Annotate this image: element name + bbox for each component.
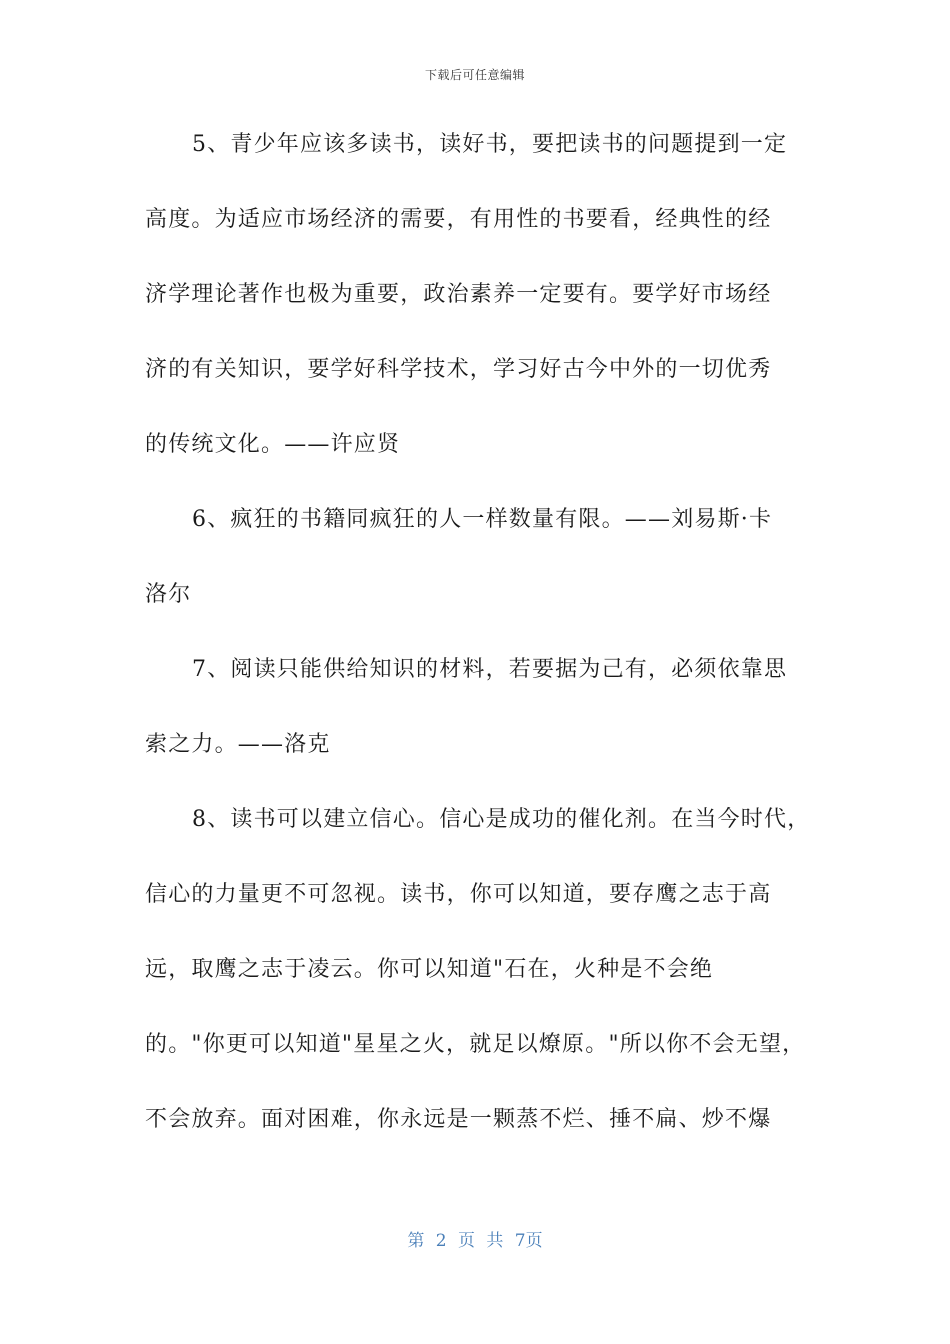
- text-line: 7、阅读只能供给知识的材料，若要据为己有，必须依靠思: [192, 657, 788, 682]
- page-header-note: 下载后可任意编辑: [424, 68, 525, 82]
- text-line: 洛尔: [145, 582, 192, 607]
- text-line: 信心的力量更不可忽视。读书，你可以知道，要存鹰之志于高: [145, 882, 772, 907]
- text-line: 济学理论著作也极为重要，政治素养一定要有。要学好市场经: [145, 282, 772, 307]
- text-line: 的。"你更可以知道"星星之火，就足以燎原。"所以你不会无望，: [145, 1032, 806, 1057]
- text-line: 济的有关知识，要学好科学技术，学习好古今中外的一切优秀: [145, 357, 772, 382]
- text-line: 索之力。——洛克: [145, 732, 331, 757]
- page-number-footer: 第 2 页 共 7页: [407, 1231, 543, 1251]
- text-line: 高度。为适应市场经济的需要，有用性的书要看，经典性的经: [145, 207, 772, 232]
- text-line: 的传统文化。——许应贤: [145, 432, 401, 457]
- text-line: 不会放弃。面对困难，你永远是一颗蒸不烂、捶不扁、炒不爆: [145, 1107, 772, 1132]
- text-line: 6、疯狂的书籍同疯狂的人一样数量有限。——刘易斯·卡: [192, 507, 773, 532]
- text-line: 8、读书可以建立信心。信心是成功的催化剂。在当今时代，: [192, 807, 811, 832]
- text-line: 5、青少年应该多读书，读好书，要把读书的问题提到一定: [192, 132, 788, 157]
- text-line: 远，取鹰之志于凌云。你可以知道"石在，火种是不会绝: [145, 957, 714, 982]
